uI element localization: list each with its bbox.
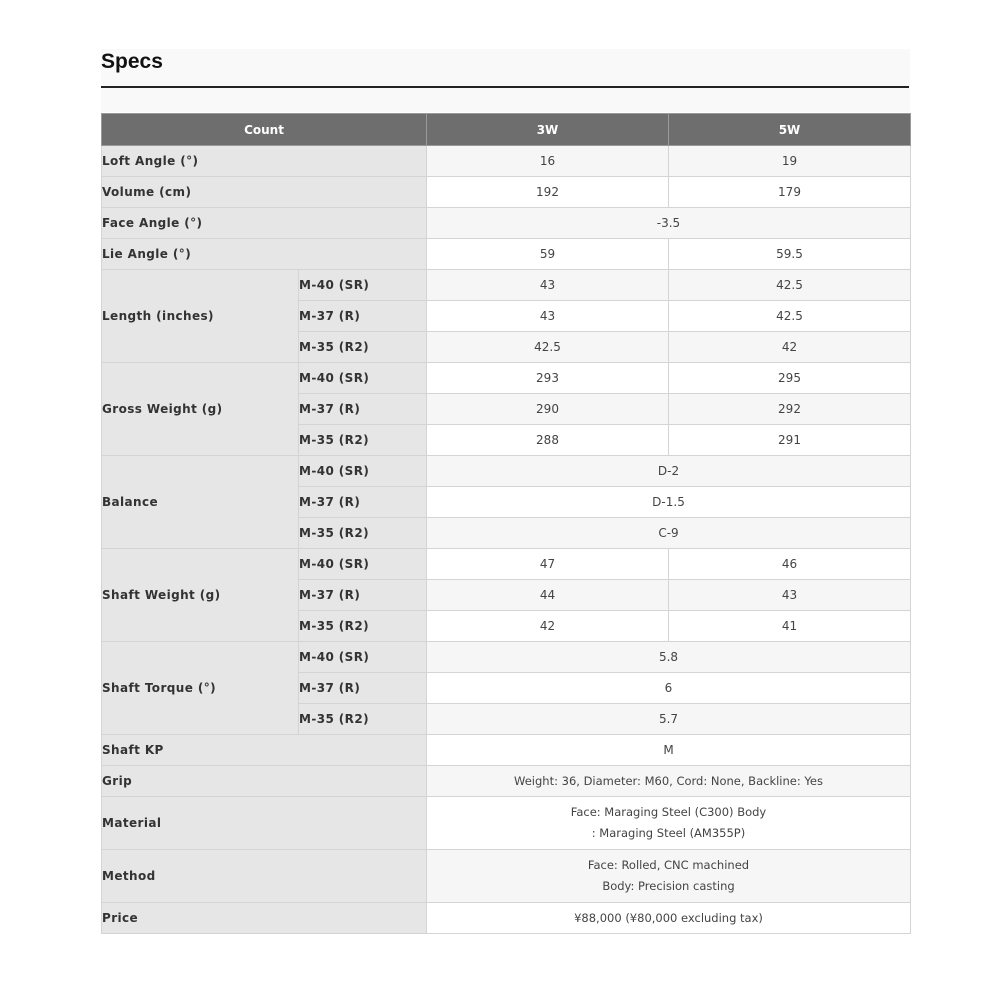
shaft-label: M-35 (R2) [299,611,427,642]
header-band [101,49,910,112]
shaft-label: M-40 (SR) [299,549,427,580]
cell-value: 41 [669,611,911,642]
label-volume: Volume (cm) [102,177,427,208]
row-gross-weight-1 [102,363,911,394]
material-line-1: Face: Maraging Steel (C300) Body [570,805,767,819]
cell-value: 288 [427,425,669,456]
shaft-label: M-37 (R) [299,673,427,704]
row-shaft-kp [102,735,911,766]
cell-value: 292 [669,394,911,425]
row-method [102,850,911,903]
cell-value: ¥88,000 (¥80,000 excluding tax) [427,903,911,934]
cell-value: 43 [427,270,669,301]
material-line-2: : Maraging Steel (AM355P) [591,826,746,840]
row-price [102,903,911,934]
row-volume [102,177,911,208]
label-price: Price [102,903,427,934]
cell-value: -3.5 [427,208,911,239]
cell-value: M [427,735,911,766]
cell-value: 42 [427,611,669,642]
label-face-angle: Face Angle (°) [102,208,427,239]
label-grip: Grip [102,766,427,797]
cell-value: 42.5 [669,301,911,332]
cell-value: 42 [669,332,911,363]
method-line-2: Body: Precision casting [602,879,735,893]
cell-value: 59.5 [669,239,911,270]
label-lie-angle: Lie Angle (°) [102,239,427,270]
cell-value: 291 [669,425,911,456]
row-lie-angle [102,239,911,270]
cell-value [427,797,911,850]
cell-value: 6 [427,673,911,704]
method-line-1: Face: Rolled, CNC machined [587,858,750,872]
shaft-label: M-35 (R2) [299,425,427,456]
cell-value: 44 [427,580,669,611]
cell-value: 5.8 [427,642,911,673]
shaft-label: M-37 (R) [299,301,427,332]
shaft-label: M-40 (SR) [299,456,427,487]
cell-value: 295 [669,363,911,394]
row-face-angle [102,208,911,239]
cell-value: Weight: 36, Diameter: M60, Cord: None, Backline: Yes [427,766,911,797]
title-divider [101,86,909,88]
label-material: Material [102,797,427,850]
cell-value: 42.5 [669,270,911,301]
page-title: Specs [101,50,163,73]
label-shaft-torque: Shaft Torque (°) [102,642,299,735]
row-material [102,797,911,850]
cell-value: 16 [427,146,669,177]
row-shaft-torque-1 [102,642,911,673]
shaft-label: M-37 (R) [299,487,427,518]
cell-value: 59 [427,239,669,270]
header-3w: 3W [427,114,669,146]
shaft-label: M-37 (R) [299,580,427,611]
cell-value: 43 [427,301,669,332]
label-loft-angle: Loft Angle (°) [102,146,427,177]
cell-value: D-1.5 [427,487,911,518]
cell-value: 19 [669,146,911,177]
row-grip [102,766,911,797]
cell-value: 290 [427,394,669,425]
row-loft-angle [102,146,911,177]
cell-value: 43 [669,580,911,611]
cell-value: C-9 [427,518,911,549]
cell-value: 5.7 [427,704,911,735]
row-shaft-weight-1 [102,549,911,580]
row-balance-1 [102,456,911,487]
cell-value [427,850,911,903]
label-method: Method [102,850,427,903]
shaft-label: M-35 (R2) [299,704,427,735]
cell-value: D-2 [427,456,911,487]
cell-value: 179 [669,177,911,208]
cell-value: 293 [427,363,669,394]
label-gross-weight: Gross Weight (g) [102,363,299,456]
header-row [102,114,911,146]
shaft-label: M-35 (R2) [299,332,427,363]
shaft-label: M-40 (SR) [299,270,427,301]
specs-table [101,113,911,934]
cell-value: 47 [427,549,669,580]
cell-value: 42.5 [427,332,669,363]
header-5w: 5W [669,114,911,146]
label-balance: Balance [102,456,299,549]
label-shaft-kp: Shaft KP [102,735,427,766]
shaft-label: M-40 (SR) [299,363,427,394]
shaft-label: M-35 (R2) [299,518,427,549]
header-count: Count [102,114,427,146]
cell-value: 46 [669,549,911,580]
cell-value: 192 [427,177,669,208]
row-length-1 [102,270,911,301]
shaft-label: M-40 (SR) [299,642,427,673]
label-length: Length (inches) [102,270,299,363]
shaft-label: M-37 (R) [299,394,427,425]
label-shaft-weight: Shaft Weight (g) [102,549,299,642]
